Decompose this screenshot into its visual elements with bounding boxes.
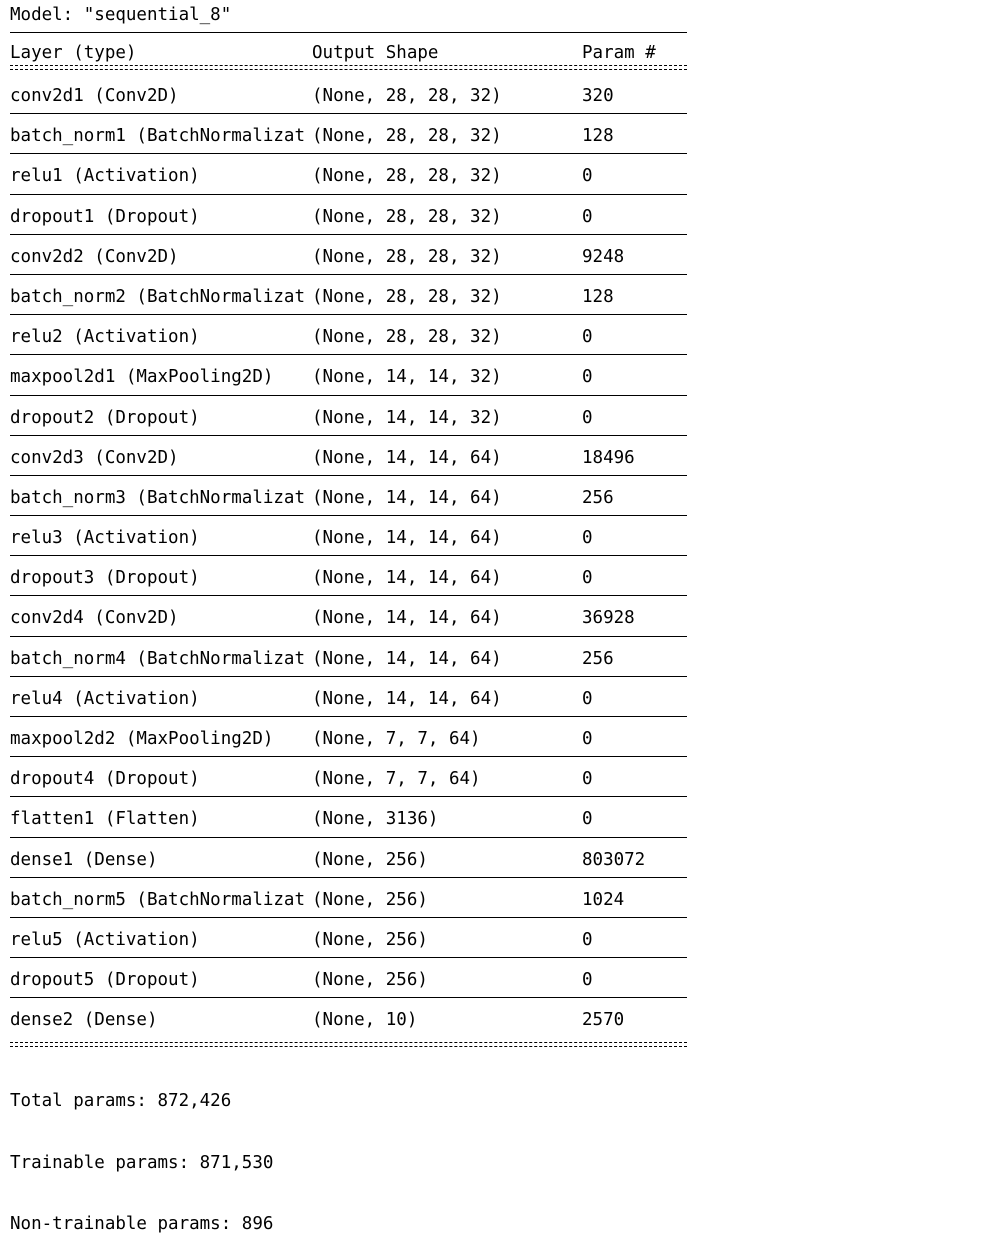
output-shape-cell: (None, 14, 14, 32)	[312, 367, 502, 388]
table-row	[10, 436, 687, 476]
param-totals	[10, 1050, 273, 1255]
table-row	[10, 998, 687, 1038]
output-shape-cell: (None, 28, 28, 32)	[312, 126, 502, 147]
layer-name-cell: dropout5 (Dropout)	[10, 970, 200, 991]
table-row	[10, 154, 687, 194]
layer-name-cell: dense2 (Dense)	[10, 1010, 158, 1031]
param-count-cell: 0	[582, 407, 593, 428]
output-shape-cell: (None, 28, 28, 32)	[312, 246, 502, 267]
output-shape-cell: (None, 14, 14, 64)	[312, 608, 502, 629]
param-count-cell: 0	[582, 206, 593, 227]
param-count-cell: 2570	[582, 1010, 625, 1031]
param-count-cell: 0	[582, 809, 593, 830]
layer-name-cell: batch_norm4 (BatchNormalizat	[10, 648, 306, 669]
layer-name-cell: batch_norm2 (BatchNormalizat	[10, 286, 306, 307]
table-row	[10, 195, 687, 235]
output-shape-cell: (None, 3136)	[312, 809, 439, 830]
table-row	[10, 596, 687, 636]
param-count-cell: 0	[582, 769, 593, 790]
table-row	[10, 637, 687, 677]
output-shape-cell: (None, 14, 14, 64)	[312, 528, 502, 549]
param-count-cell: 0	[582, 688, 593, 709]
table-row	[10, 918, 687, 958]
total-params: Total params: 872,426	[10, 1091, 232, 1111]
layer-name-cell: dropout4 (Dropout)	[10, 769, 200, 790]
layer-name-cell: maxpool2d2 (MaxPooling2D)	[10, 729, 274, 749]
output-shape-cell: (None, 28, 28, 32)	[312, 166, 502, 187]
table-row	[10, 717, 687, 757]
output-shape-cell: (None, 28, 28, 32)	[312, 327, 502, 348]
param-count-cell: 128	[582, 286, 614, 307]
table-row	[10, 516, 687, 556]
output-shape-cell: (None, 256)	[312, 889, 428, 910]
output-shape-cell: (None, 7, 7, 64)	[312, 769, 481, 790]
output-shape-cell: (None, 28, 28, 32)	[312, 86, 502, 106]
param-count-cell: 803072	[582, 849, 646, 870]
table-header-row	[10, 33, 687, 62]
param-count-cell: 256	[582, 648, 614, 669]
output-shape-cell: (None, 28, 28, 32)	[312, 286, 502, 307]
output-shape-cell: (None, 14, 14, 64)	[312, 447, 502, 468]
table-row	[10, 315, 687, 355]
layer-name-cell: conv2d1 (Conv2D)	[10, 86, 179, 106]
param-count-cell: 0	[582, 327, 593, 348]
layer-name-cell: batch_norm1 (BatchNormalizat	[10, 126, 306, 147]
output-shape-cell: (None, 256)	[312, 970, 428, 991]
output-shape-cell: (None, 14, 14, 64)	[312, 688, 502, 709]
table-body	[10, 74, 687, 1039]
layer-name-cell: conv2d2 (Conv2D)	[10, 246, 179, 267]
table-row	[10, 476, 687, 516]
table-row	[10, 958, 687, 998]
table-row	[10, 838, 687, 878]
layer-name-cell: dense1 (Dense)	[10, 849, 158, 870]
param-count-cell: 0	[582, 568, 593, 589]
layer-name-cell: batch_norm5 (BatchNormalizat	[10, 889, 306, 910]
layer-name-cell: flatten1 (Flatten)	[10, 809, 200, 830]
non-trainable-params: Non-trainable params: 896	[10, 1214, 274, 1234]
layer-name-cell: relu4 (Activation)	[10, 688, 200, 709]
layer-name-cell: maxpool2d1 (MaxPooling2D)	[10, 367, 274, 388]
output-shape-cell: (None, 14, 14, 64)	[312, 568, 502, 589]
param-count-cell: 9248	[582, 246, 625, 267]
table-row	[10, 757, 687, 797]
layer-name-cell: batch_norm3 (BatchNormalizat	[10, 487, 306, 508]
output-shape-cell: (None, 256)	[312, 849, 428, 870]
output-shape-cell: (None, 28, 28, 32)	[312, 206, 502, 227]
trainable-params: Trainable params: 871,530	[10, 1152, 274, 1173]
table-row	[10, 74, 687, 114]
layer-name-cell: dropout3 (Dropout)	[10, 568, 200, 589]
output-shape-cell: (None, 256)	[312, 929, 428, 950]
table-row	[10, 556, 687, 596]
table-row	[10, 878, 687, 918]
output-shape-cell: (None, 7, 7, 64)	[312, 729, 481, 749]
param-count-cell: 0	[582, 929, 593, 950]
output-shape-cell: (None, 10)	[312, 1010, 418, 1031]
layer-name-cell: dropout1 (Dropout)	[10, 206, 200, 227]
param-count-cell: 0	[582, 729, 593, 749]
model-summary-table	[10, 32, 687, 1051]
layer-name-cell: dropout2 (Dropout)	[10, 407, 200, 428]
table-row	[10, 235, 687, 275]
param-count-cell: 0	[582, 970, 593, 991]
layer-name-cell: relu3 (Activation)	[10, 528, 200, 549]
table-row	[10, 355, 687, 395]
layer-name-cell: relu5 (Activation)	[10, 929, 200, 950]
table-row	[10, 114, 687, 154]
param-count-cell: 256	[582, 487, 614, 508]
param-count-cell: 0	[582, 528, 593, 549]
table-row	[10, 275, 687, 315]
param-count-cell: 0	[582, 367, 593, 388]
table-row	[10, 396, 687, 436]
layer-name-cell: conv2d4 (Conv2D)	[10, 608, 179, 629]
table-row	[10, 797, 687, 837]
param-count-cell: 320	[582, 86, 614, 106]
header-param-count: Param #	[582, 43, 656, 63]
output-shape-cell: (None, 14, 14, 64)	[312, 487, 502, 508]
footer-double-rule	[10, 1039, 687, 1051]
layer-name-cell: conv2d3 (Conv2D)	[10, 447, 179, 468]
output-shape-cell: (None, 14, 14, 64)	[312, 648, 502, 669]
param-count-cell: 0	[582, 166, 593, 187]
param-count-cell: 1024	[582, 889, 625, 910]
header-output-shape: Output Shape	[312, 43, 439, 63]
param-count-cell: 18496	[582, 447, 635, 468]
param-count-cell: 36928	[582, 608, 635, 629]
param-count-cell: 128	[582, 126, 614, 147]
model-title: Model: "sequential_8"	[10, 5, 232, 25]
table-row	[10, 677, 687, 717]
layer-name-cell: relu2 (Activation)	[10, 327, 200, 348]
header-layer-type: Layer (type)	[10, 43, 137, 63]
output-shape-cell: (None, 14, 14, 32)	[312, 407, 502, 428]
header-double-rule	[10, 62, 687, 74]
layer-name-cell: relu1 (Activation)	[10, 166, 200, 187]
